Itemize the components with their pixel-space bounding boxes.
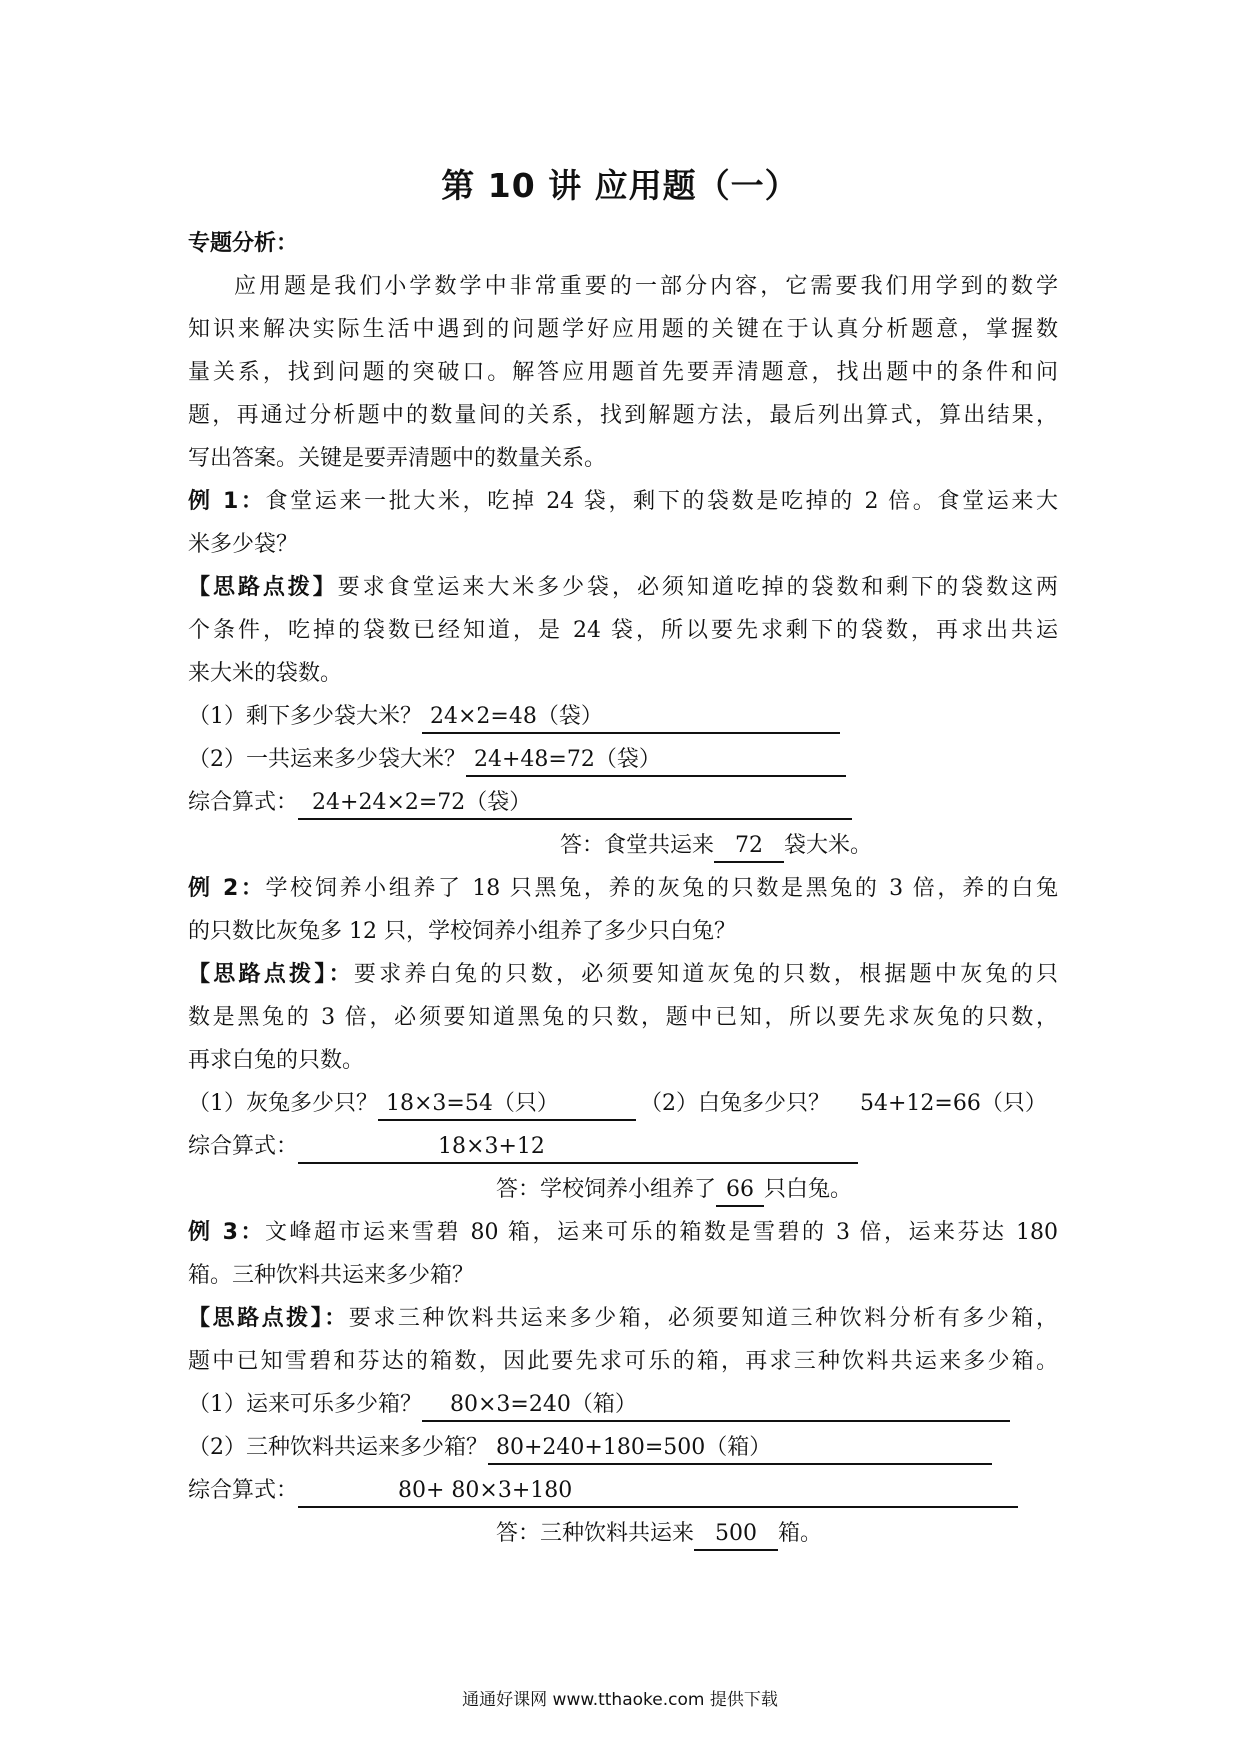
example-3-hint: 【思路点拨】：要求三种饮料共运来多少箱，必须要知道三种饮料分析有多少箱， [188,1306,1058,1331]
step-answer: 54+12=66（只） [860,1091,1047,1116]
answer-blank: 66 [716,1175,764,1207]
example-3-question-cont: 箱。三种饮料共运来多少箱？ [188,1263,475,1288]
answer-blank: 500 [694,1519,778,1551]
answer-blank: 72 [714,831,784,863]
example-1-hint-cont: 来大米的袋数。 [188,661,343,686]
example-1-step-1: （1）剩下多少袋大米？ 24×2=48（袋） [188,695,1058,738]
example-label: 例 3： [188,1220,265,1245]
hint-label: 【思路点拨】： [188,962,354,987]
hint-label: 【思路点拨】： [188,1306,349,1331]
intro-line: 题，再通过分析题中的数量间的关系，找到解题方法，最后列出算式，算出结果， [188,403,1058,428]
section-heading: 专题分析： [188,231,299,256]
answer-blank: 24+24×2=72（袋） [298,788,852,820]
example-1-hint: 【思路点拨】要求食堂运来大米多少袋，必须知道吃掉的袋数和剩下的袋数这两 [188,575,1058,600]
example-label: 例 1： [188,489,266,514]
example-3-step-2: （2）三种饮料共运来多少箱？ 80+240+180=500（箱） [188,1426,1058,1469]
example-label: 例 2： [188,876,266,901]
page-title: 第 10 讲 应用题（一） [441,166,799,205]
example-3-step-1: （1）运来可乐多少箱？ 80×3=240（箱） [188,1383,1058,1426]
intro-line: 写出答案。关键是要弄清题中的数量关系。 [188,446,607,471]
example-2-answer: 答：学校饲养小组养了 66 只白兔。 [188,1168,1058,1211]
example-3-answer: 答：三种饮料共运来 500 箱。 [188,1512,1058,1555]
example-1-step-2: （2）一共运来多少袋大米？ 24+48=72（袋） [188,738,1058,781]
footer-credit: 通通好课网 www.tthaoke.com 提供下载 [462,1690,778,1710]
example-2-question: 例 2：学校饲养小组养了 18 只黑兔，养的灰兔的只数是黑兔的 3 倍，养的白兔 [188,876,1058,901]
example-1-question: 例 1：食堂运来一批大米，吃掉 24 袋，剩下的袋数是吃掉的 2 倍。食堂运来大 [188,489,1058,514]
example-3-question: 例 3：文峰超市运来雪碧 80 箱，运来可乐的箱数是雪碧的 3 倍，运来芬达 180 [188,1220,1058,1245]
answer-blank: 80+240+180=500（箱） [488,1433,992,1465]
document-body [188,222,1058,1555]
answer-blank: 80+ 80×3+180 [298,1476,1018,1508]
answer-blank: 80×3=240（箱） [422,1390,1010,1422]
example-2-steps: （1）灰兔多少只？ 18×3=54（只） （2）白兔多少只？ 54+12=66（只） [188,1082,1058,1125]
example-2-question-cont: 的只数比灰兔多 12 只，学校饲养小组养了多少只白兔？ [188,919,736,944]
example-2-hint: 【思路点拨】：要求养白兔的只数，必须要知道灰兔的只数，根据题中灰兔的只 [188,962,1058,987]
intro-line: 应用题是我们小学数学中非常重要的一部分内容，它需要我们用学到的数学 [234,274,1058,299]
answer-blank: 18×3=54（只） [378,1089,636,1121]
example-1-hint-cont: 个条件，吃掉的袋数已经知道，是 24 袋，所以要先求剩下的袋数，再求出共运 [188,618,1058,643]
answer-blank: 18×3+12 [298,1132,858,1164]
example-1-answer: 答：食堂共运来 72 袋大米。 [188,824,1058,867]
intro-line: 知识来解决实际生活中遇到的问题学好应用题的关键在于认真分析题意，掌握数 [188,317,1058,342]
example-2-combined: 综合算式： 18×3+12 [188,1125,1058,1168]
answer-blank: 24+48=72（袋） [466,745,846,777]
example-2-hint-cont: 数是黑兔的 3 倍，必须要知道黑兔的只数，题中已知，所以要先求灰兔的只数， [188,1005,1058,1030]
example-1-combined: 综合算式： 24+24×2=72（袋） [188,781,1058,824]
answer-blank: 24×2=48（袋） [422,702,840,734]
example-2-hint-cont: 再求白兔的只数。 [188,1048,365,1073]
hint-label: 【思路点拨】 [188,575,338,600]
example-1-question-cont: 米多少袋？ [188,532,299,557]
example-3-combined: 综合算式： 80+ 80×3+180 [188,1469,1058,1512]
intro-line: 量关系，找到问题的突破口。解答应用题首先要弄清题意，找出题中的条件和问 [188,360,1058,385]
example-3-hint-cont: 题中已知雪碧和芬达的箱数，因此要先求可乐的箱，再求三种饮料共运来多少箱。 [188,1349,1058,1374]
